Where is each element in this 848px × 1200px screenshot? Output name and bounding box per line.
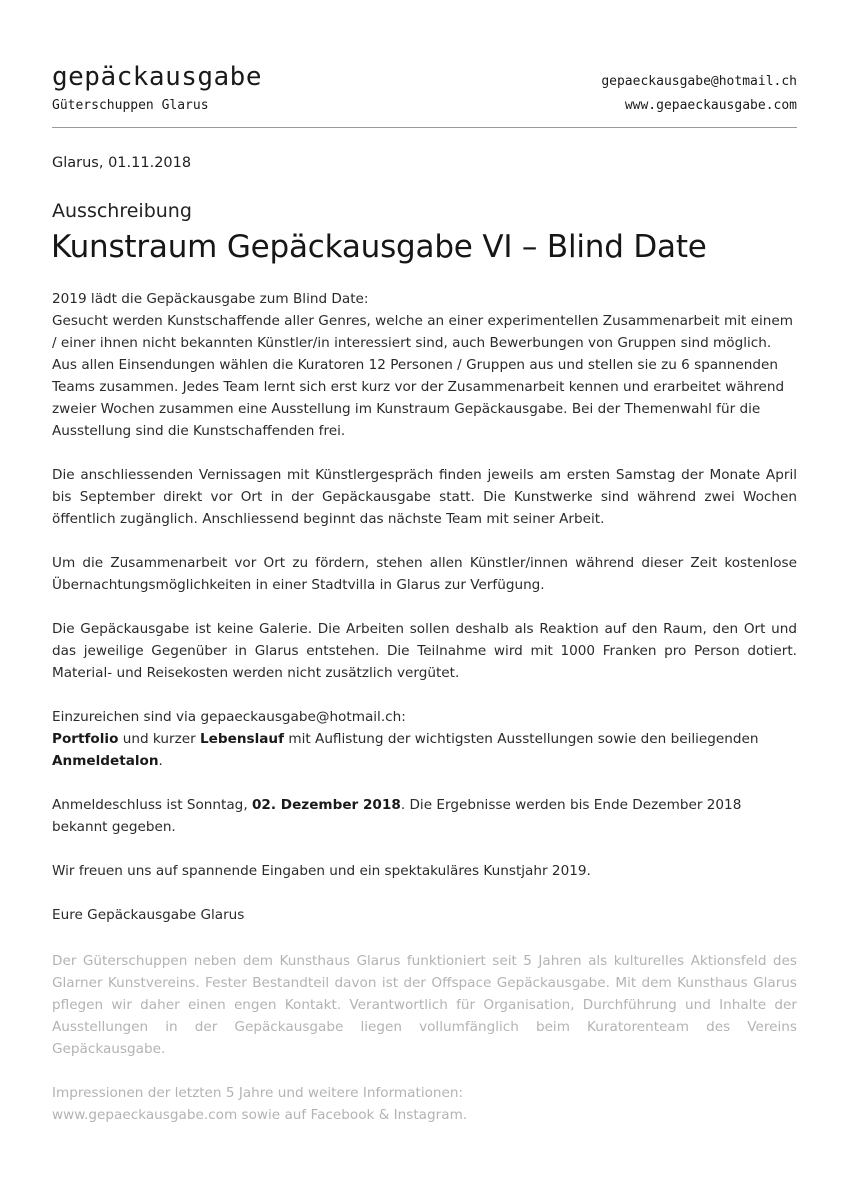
deadline-pre: Anmeldeschluss ist Sonntag, [52, 797, 252, 813]
submission-form: Anmeldetalon [52, 753, 159, 769]
footer-more [52, 1082, 797, 1126]
letterhead [52, 62, 797, 128]
paragraph-concept: Die Gepäckausgabe ist keine Galerie. Die Arbeiten sollen deshalb als Reaktion auf den Raum, den Ort und das jeweilige Gegenüber in Glarus entstehen. Die Teilnahme wird mit 1000 Franken pro Person dotiert. Material- und Reisekosten werden nicht zusätzlich vergütet. [52, 621, 797, 681]
intro-line: 2019 lädt die Gepäckausgabe zum Blind Date: [52, 291, 369, 307]
signature: Eure Gepäckausgabe Glarus [52, 907, 245, 923]
footer-more-line2: www.gepaeckausgabe.com sowie auf Facebook & Instagram. [52, 1107, 468, 1123]
paragraph-vernissage: Die anschliessenden Vernissagen mit Künstlergespräch finden jeweils am ersten Samstag der Monate April bis September direkt vor Ort in der Gepäckausgabe statt. Die Kunstwerke sind während zwei Wochen öffentlich zugänglich. Anschliessend beginnt das nächste Team mit seiner Arbeit. [52, 467, 797, 527]
footer-more-line1: Impressionen der letzten 5 Jahre und weitere Informationen: [52, 1085, 464, 1101]
contact-website[interactable]: www.gepaeckausgabe.com [624, 98, 797, 113]
letter-date: Glarus, 01.11.2018 [52, 155, 192, 171]
submission-end: . [158, 753, 163, 769]
deadline-date: 02. Dezember 2018 [251, 797, 401, 813]
paragraph-closing: Wir freuen uns auf spannende Eingaben und ein spektakuläres Kunstjahr 2019. [52, 863, 591, 879]
document-kicker: Ausschreibung [52, 200, 192, 222]
letter-body [52, 288, 797, 948]
brand-subtitle: Güterschuppen Glarus [52, 98, 209, 113]
submission-cv: Lebenslauf [200, 731, 285, 747]
document-title: Kunstraum Gepäckausgabe VI – Blind Date [51, 229, 707, 265]
deadline-post: . Die Ergebnisse werden bis Ende Dezember 2018 bekannt gegeben. [52, 797, 742, 835]
contact-email[interactable]: gepaeckausgabe@hotmail.ch [601, 74, 797, 89]
submission-line: Einzureichen sind via gepaeckausgabe@hotmail.ch: [52, 709, 406, 725]
footer-about: Der Güterschuppen neben dem Kunsthaus Glarus funktioniert seit 5 Jahren als kulturelles Aktionsfeld des Glarner Kunstvereins. Fester Bestandteil davon ist der Offspace Gepäckausgabe. Mit dem Kunsthaus Glarus pflegen wir daher einen engen Kontakt. Verantwortlich für Organisation, Durchführung und Inhalte der Ausstellungen in der Gepäckausgabe liegen vollumfänglich beim Kuratorenteam des Vereins Gepäckausgabe. [52, 953, 797, 1057]
paragraph-deadline [52, 794, 797, 838]
submission-mid: mit Auflistung der wichtigsten Ausstellungen sowie den beiliegenden [284, 731, 759, 747]
footer-info [52, 950, 797, 1148]
submission-and: und kurzer [118, 731, 200, 747]
submission-portfolio: Portfolio [52, 731, 119, 747]
paragraph-intro [52, 288, 797, 442]
paragraph-call: Gesucht werden Kunstschaffende aller Genres, welche an einer experimentellen Zusammenarbeit mit einem / einer ihnen nicht bekannten Künstler/in interessiert sind, auch Bewerbungen von Gruppen sind möglich. Aus allen Einsendungen wählen die Kuratoren 12 Personen / Gruppen aus und stellen sie zu 6 spannenden Teams zusammen. Jedes Team lernt sich erst kurz vor der Zusammenarbeit kennen und erarbeitet während zweier Wochen zusammen eine Ausstellung im Kunstraum Gepäckausgabe. Bei der Themenwahl für die Ausstellung sind die Kunstschaffenden frei. [52, 313, 793, 439]
paragraph-submission [52, 706, 797, 772]
paragraph-accommodation: Um die Zusammenarbeit vor Ort zu fördern, stehen allen Künstler/innen während dieser Zeit kostenlose Übernachtungsmöglichkeiten in einer Stadtvilla in Glarus zur Verfügung. [52, 555, 797, 593]
brand-name: gepäckausgabe [52, 62, 262, 92]
